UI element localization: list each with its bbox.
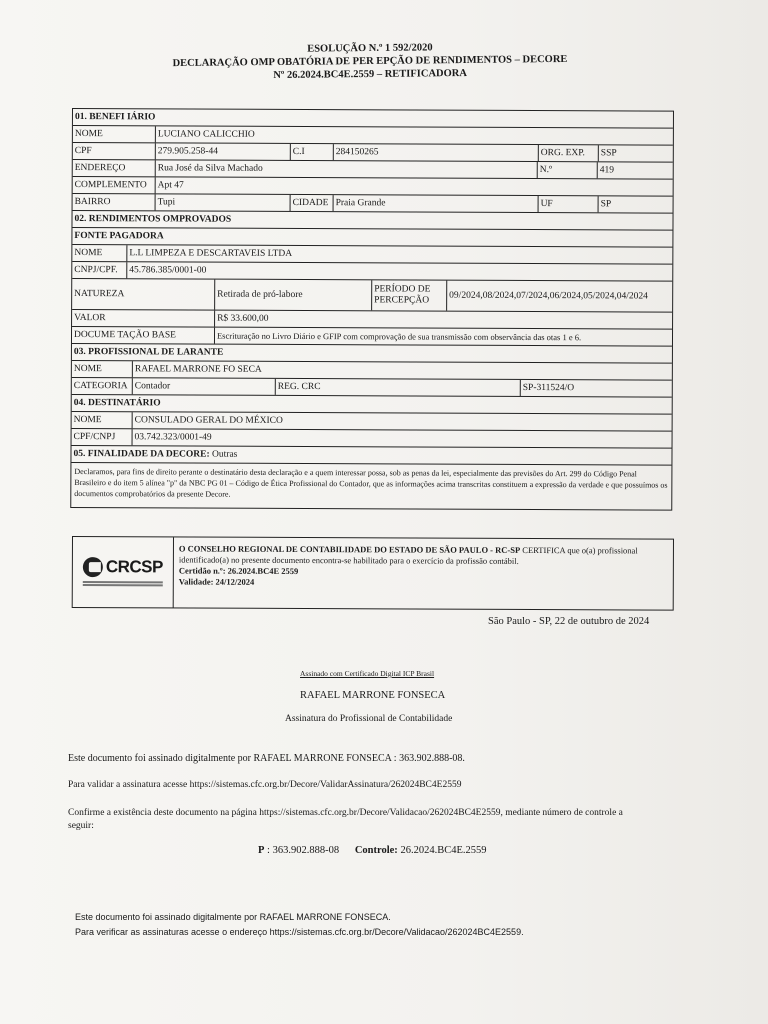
crcsp-logo: [73, 537, 174, 607]
crc-certificate-box: [72, 536, 674, 611]
stamp-signed-text: Este documento foi assinado digitalmente por RAFAEL MARRONE FONSECA.: [75, 912, 391, 922]
beneficiario-cidade: Praia Grande: [334, 195, 539, 212]
beneficiario-endereco: Rua José da Silva Machado: [156, 160, 538, 178]
row-natureza: [72, 279, 672, 313]
rendimento-natureza: Retirada de pró-labore: [215, 280, 372, 311]
beneficiario-org: SSP: [600, 148, 617, 159]
logo-subtitle: [83, 580, 163, 587]
document-header: [150, 40, 590, 84]
field-label: ENDEREÇO: [73, 160, 156, 176]
destinatario-cnpj: 03.742.323/0001-49: [134, 432, 212, 443]
field-label: REG. CRC: [276, 379, 521, 396]
field-label: N.º: [538, 162, 598, 178]
beneficiario-nome: LUCIANO CALICCHIO: [157, 129, 255, 140]
field-label: PERÍODO DE PERCEPÇÃO: [372, 280, 447, 310]
field-label: COMPLEMENTO: [73, 177, 156, 193]
field-label: CPF/CNPJ: [72, 429, 133, 445]
fonte-nome: L.L LIMPEZA E DESCARTAVEIS LTDA: [129, 248, 293, 259]
field-label: CNPJ/CPF.: [72, 262, 127, 278]
field-label: NATUREZA: [72, 279, 215, 310]
rendimento-documentacao: Escrituração no Livro Diário e GFIP com comprovação de sua transmissão com observância das otas 1 e 6.: [216, 330, 582, 343]
declaracao-text: Declaramos, para fins de direito perante o destinatário desta declaração e a quem interessar possa, sob as penas da lei, especialmente das previsões do Art. 299 do Código Penal Brasileiro e do item 5 alínea "p" da NBC PG 01 – Código de Ética Profissional do Contador, que as informações acima transcritas constituem a expressão da verdade e que possuímos os documentos comprobatórios da presente Decore.: [74, 467, 668, 499]
field-label: CPF: [73, 143, 156, 159]
confirm-link-text[interactable]: Confirme a existência deste documento na página https://sistemas.cfc.org.br/Decore/Validacao/262024BC4E2559, mediante número de controle a: [68, 808, 623, 818]
certificate-title: O CONSELHO REGIONAL DE CONTABILIDADE DO ESTADO DE SÃO PAULO - RC-SP: [178, 543, 521, 555]
profissional-nome: RAFAEL MARRONE FO SECA: [134, 364, 262, 375]
field-label: NOME: [72, 412, 133, 428]
certificate-validity: Validade: 24/12/2024: [178, 576, 255, 587]
row-declaracao: [71, 463, 671, 510]
field-label: C.I: [291, 144, 334, 160]
signed-by-text: Este documento foi assinado digitalmente por RAFAEL MARRONE FONSECA : 363.902.888-08.: [68, 753, 465, 764]
rendimento-periodo: 09/2024,08/2024,07/2024,06/2024,05/2024,04/2024: [449, 290, 648, 302]
beneficiario-uf: SP: [600, 199, 612, 210]
stamp-verify-text: Para verificar as assinaturas acesse o endereço https://sistemas.cfc.org.br/Decore/Validacao/262024BC4E2559.: [75, 927, 524, 937]
certificate-number: Certidão n.º: 26.2024.BC4E 2559: [178, 565, 299, 576]
beneficiario-numero: 419: [599, 165, 615, 176]
section-title: 04. DESTINATÁRIO: [73, 398, 161, 409]
finalidade-value: Outras: [212, 449, 238, 460]
beneficiario-cpf: 279.905.258-44: [156, 143, 291, 160]
p-value: : 363.902.888-08: [267, 845, 340, 856]
certificate-body: CERTIFICA que o(a) profissional identificado(a) no presente documento encontra-se habilitado para o exercício da profissão contábil.: [178, 544, 638, 566]
signer-role: Assinatura do Profissional de Contabilidade: [285, 714, 453, 724]
subsection-title: FONTE PAGADORA: [74, 231, 164, 242]
field-label: NOME: [72, 245, 127, 261]
section-title: 05. FINALIDADE DA DECORE:: [73, 449, 210, 460]
section-title: 02. RENDIMENTOS OMPROVADOS: [74, 214, 232, 225]
p-label: P: [258, 845, 265, 856]
beneficiario-complemento: Apt 47: [157, 180, 184, 191]
validate-link-text[interactable]: Para validar a assinatura acesse https://sistemas.cfc.org.br/Decore/ValidarAssinatura/262024BC4E2559: [68, 780, 462, 790]
decore-form: [70, 108, 674, 511]
header-resolution: ESOLUÇÃO N.º 1 592/2020: [307, 42, 433, 55]
signer-name: RAFAEL MARRONE FONSECA: [300, 690, 446, 701]
crcsp-logo-icon: [83, 557, 103, 577]
certificate-text: [174, 537, 673, 609]
rendimento-valor: R$ 33.600,00: [217, 313, 269, 324]
beneficiario-ci: 284150265: [334, 144, 539, 161]
field-label: DOCUME TAÇÃO BASE: [72, 327, 215, 344]
field-label: CIDADE: [291, 195, 334, 211]
profissional-crc: SP-311524/O: [522, 382, 575, 394]
field-label: ORG. EXP.: [539, 145, 599, 161]
header-title: DECLARAÇÃO OMP OBATÓRIA DE PER EPÇÃO DE RENDIMENTOS – DECORE: [172, 53, 568, 70]
digital-cert-line: Assinado com Certificado Digital ICP Brasil: [300, 669, 435, 678]
crcsp-logo-text: CRCSP: [105, 557, 163, 577]
confirm-link-text-2: seguir:: [68, 821, 94, 831]
beneficiario-bairro: Tupi: [156, 194, 291, 211]
section-title: 01. BENEFI IÁRIO: [74, 112, 156, 123]
profissional-categoria: Contador: [133, 378, 276, 395]
controle-label: Controle:: [354, 845, 398, 856]
control-line: [258, 845, 486, 856]
section-title: 03. PROFISSIONAL DE LARANTE: [73, 347, 224, 358]
destinatario-nome: CONSULADO GERAL DO MÉXICO: [134, 415, 283, 426]
fonte-cnpj: 45.786.385/0001-00: [129, 265, 207, 276]
place-date: São Paulo - SP, 22 de outubro de 2024: [488, 616, 650, 627]
field-label: CATEGORIA: [72, 378, 133, 394]
field-label: VALOR: [72, 310, 215, 327]
header-number: Nº 26.2024.BC4E.2559 – RETIFICADORA: [273, 67, 468, 82]
controle-value: 26.2024.BC4E.2559: [400, 845, 487, 856]
field-label: NOME: [72, 361, 133, 377]
field-label: NOME: [73, 126, 156, 142]
field-label: UF: [539, 196, 599, 212]
field-label: BAIRRO: [73, 194, 156, 210]
